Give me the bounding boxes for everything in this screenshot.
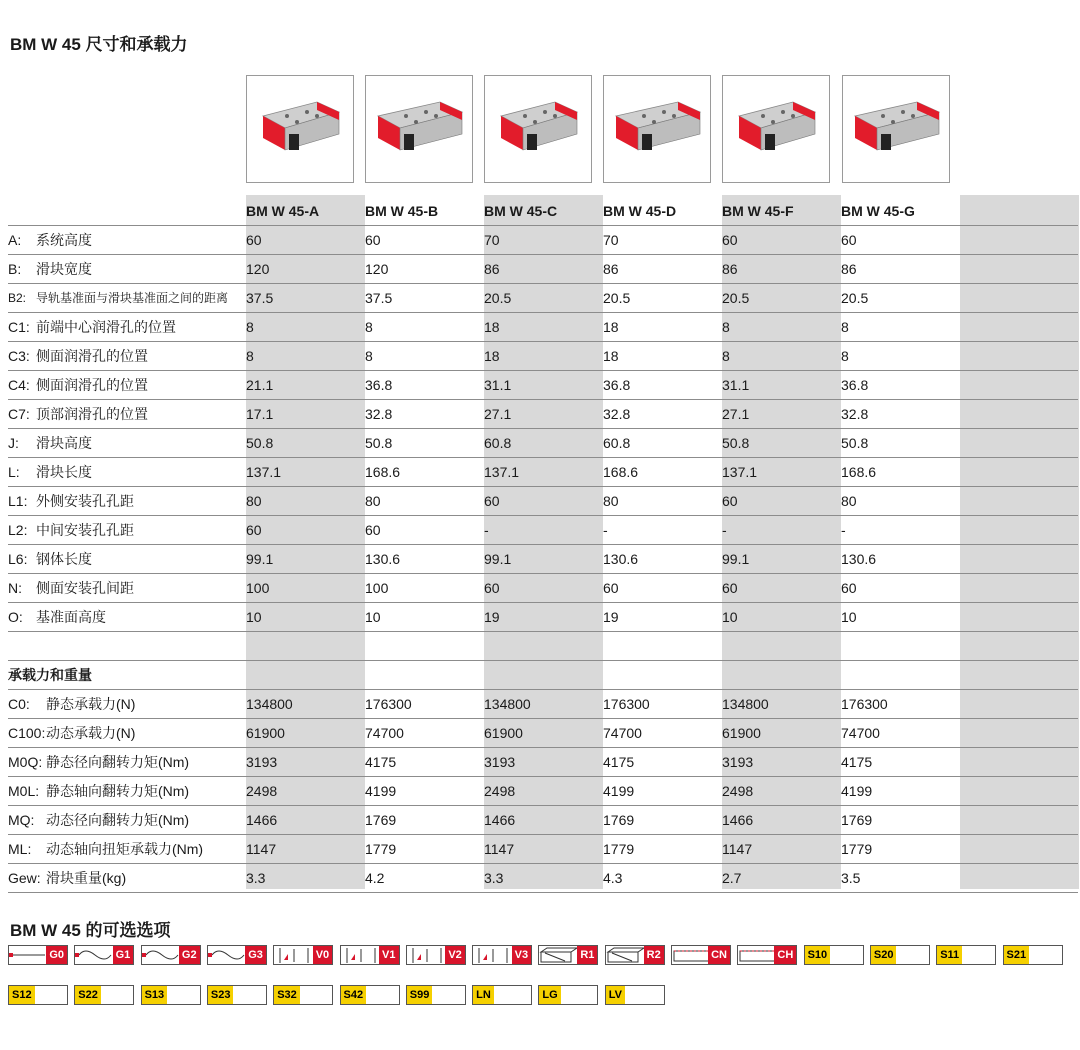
table-cell: 74700 [603, 725, 642, 741]
table-row [8, 835, 1078, 864]
table-cell: - [484, 522, 489, 538]
model-header: BM W 45-F [722, 203, 794, 219]
row-code: M0Q: [8, 754, 43, 770]
row-label-text: 钢体长度 [36, 551, 92, 567]
table-cell: 21.1 [246, 377, 274, 393]
table-cell: 60.8 [484, 435, 512, 451]
table-row [8, 284, 1078, 313]
option-code: S20 [871, 946, 897, 964]
row-label-text: 导轨基准面与滑块基准面之间的距离 [36, 291, 229, 305]
table-cell: 1466 [246, 812, 278, 828]
option-badge-g1 [74, 945, 134, 965]
option-code: S23 [208, 986, 234, 1004]
option-code: S22 [75, 986, 101, 1004]
table-cell: 99.1 [722, 551, 750, 567]
table-cell: 1779 [365, 841, 397, 857]
row-label-text: 动态轴向扭矩承载力(Nm) [46, 841, 204, 857]
table-cell: 8 [722, 348, 730, 364]
table-cell: 3193 [246, 754, 278, 770]
option-badge-s12 [8, 985, 68, 1005]
table-row [8, 748, 1078, 777]
table-cell: 137.1 [484, 464, 520, 480]
table-cell: 4.3 [603, 870, 623, 886]
table-header-row [8, 197, 1078, 226]
table-cell: 10 [365, 609, 381, 625]
option-code: S99 [407, 986, 433, 1004]
table-cell: 3193 [484, 754, 516, 770]
row-code: N: [8, 580, 22, 596]
table-row [8, 806, 1078, 835]
option-code: V0 [313, 946, 332, 964]
option-code: S11 [937, 946, 962, 964]
option-code: S21 [1004, 946, 1030, 964]
table-cell: 168.6 [841, 464, 877, 480]
row-label [8, 516, 134, 544]
model-header: BM W 45-D [603, 203, 677, 219]
row-label-text: 侧面润滑孔的位置 [36, 348, 148, 364]
table-cell: 130.6 [365, 551, 401, 567]
table-row [8, 342, 1078, 371]
option-code: LV [606, 986, 625, 1004]
option-code: R1 [577, 946, 597, 964]
row-label-text: 静态承载力(N) [46, 696, 136, 712]
table-row [8, 226, 1078, 255]
table-cell: 74700 [365, 725, 404, 741]
table-cell: 50.8 [841, 435, 869, 451]
table-cell: 20.5 [484, 290, 512, 306]
row-label [8, 719, 135, 747]
option-code: G0 [46, 946, 67, 964]
option-badge-lv [605, 985, 665, 1005]
table-cell: 8 [246, 348, 254, 364]
table-row [8, 458, 1078, 487]
table-cell: 61900 [722, 725, 761, 741]
table-cell: 4199 [841, 783, 873, 799]
table-cell: 19 [484, 609, 500, 625]
option-badge-v2 [406, 945, 466, 965]
row-label-text: 滑块高度 [36, 435, 92, 451]
table-cell: 1147 [246, 841, 277, 857]
row-label [8, 748, 189, 776]
row-label-text: 静态径向翻转力矩(Nm) [46, 754, 190, 770]
row-label [8, 864, 126, 892]
page-title: BM W 45 尺寸和承载力 [10, 35, 188, 54]
row-label [8, 400, 148, 428]
row-label [8, 342, 148, 370]
row-label-text: 动态承载力(N) [46, 725, 136, 741]
table-cell: 176300 [365, 696, 412, 712]
table-cell: 1769 [841, 812, 873, 828]
option-code: LG [539, 986, 560, 1004]
option-badge-g3 [207, 945, 267, 965]
row-label-text: 系统高度 [36, 232, 92, 248]
option-code: V1 [379, 946, 398, 964]
table-cell: 80 [246, 493, 262, 509]
option-badge-s13 [141, 985, 201, 1005]
table-cell: 8 [365, 319, 373, 335]
option-code: S32 [274, 986, 300, 1004]
table-row [8, 516, 1078, 545]
row-label [8, 313, 176, 341]
table-row [8, 313, 1078, 342]
table-cell: 50.8 [365, 435, 393, 451]
row-code: C0: [8, 696, 30, 712]
row-code: B2: [8, 291, 27, 305]
load-section-row [8, 661, 1078, 690]
option-code: LN [473, 986, 494, 1004]
row-label [8, 255, 92, 283]
row-label-text: 侧面安装孔间距 [36, 580, 134, 596]
row-label [8, 835, 203, 863]
model-header: BM W 45-G [841, 203, 915, 219]
row-label [8, 777, 189, 805]
option-badge-s20 [870, 945, 930, 965]
table-cell: 134800 [484, 696, 531, 712]
model-header: BM W 45-B [365, 203, 439, 219]
table-row [8, 690, 1078, 719]
table-cell: 20.5 [603, 290, 631, 306]
table-cell: 134800 [246, 696, 293, 712]
table-cell: 31.1 [484, 377, 512, 393]
table-cell: 100 [246, 580, 270, 596]
table-cell: 60 [603, 580, 619, 596]
table-row [8, 400, 1078, 429]
option-badge-r1 [538, 945, 598, 965]
table-cell: 3.3 [246, 870, 266, 886]
table-row [8, 719, 1078, 748]
table-cell: 134800 [722, 696, 769, 712]
table-cell: 32.8 [603, 406, 631, 422]
row-code: L1: [8, 493, 28, 509]
table-cell: 37.5 [365, 290, 393, 306]
row-label-text: 滑块宽度 [36, 261, 92, 277]
option-code: R2 [644, 946, 664, 964]
table-spacer-row [8, 632, 1078, 661]
table-cell: 4199 [603, 783, 635, 799]
product-image [603, 75, 711, 183]
table-cell: 18 [484, 348, 500, 364]
row-code: C3: [8, 348, 30, 364]
option-badge-r2 [605, 945, 665, 965]
option-code: G3 [245, 946, 266, 964]
product-image [365, 75, 473, 183]
row-code: L2: [8, 522, 28, 538]
table-cell: 60 [365, 522, 381, 538]
table-cell: 8 [365, 348, 373, 364]
product-image [484, 75, 592, 183]
table-cell: 18 [484, 319, 500, 335]
option-code: V2 [445, 946, 464, 964]
table-cell: 60 [365, 232, 381, 248]
row-label-text: 静态轴向翻转力矩(Nm) [46, 783, 190, 799]
table-cell: 20.5 [841, 290, 869, 306]
option-code: S13 [142, 986, 168, 1004]
table-cell: 27.1 [484, 406, 512, 422]
option-badge-s23 [207, 985, 267, 1005]
table-cell: 2498 [246, 783, 278, 799]
table-row [8, 487, 1078, 516]
option-badge-cn [671, 945, 731, 965]
table-cell: 60 [722, 580, 738, 596]
row-code: A: [8, 232, 22, 248]
table-row [8, 864, 1078, 893]
option-badge-s32 [273, 985, 333, 1005]
table-row [8, 255, 1078, 284]
row-code: L6: [8, 551, 28, 567]
option-code: S42 [341, 986, 367, 1004]
row-label-text: 基准面高度 [36, 609, 106, 625]
table-cell: 176300 [603, 696, 650, 712]
row-label-text: 外侧安装孔孔距 [36, 493, 134, 509]
table-cell: 10 [722, 609, 738, 625]
table-cell: 1147 [722, 841, 753, 857]
table-row [8, 371, 1078, 400]
table-cell: 130.6 [841, 551, 877, 567]
table-cell: 60 [722, 493, 738, 509]
table-cell: 3.5 [841, 870, 861, 886]
row-label [8, 690, 135, 718]
option-badge-s10 [804, 945, 864, 965]
table-cell: 4175 [603, 754, 635, 770]
table-cell: 50.8 [246, 435, 274, 451]
table-cell: 27.1 [722, 406, 750, 422]
option-badge-s22 [74, 985, 134, 1005]
table-cell: 31.1 [722, 377, 750, 393]
row-label [8, 603, 106, 631]
row-code: J: [8, 435, 19, 451]
table-cell: 36.8 [365, 377, 393, 393]
table-cell: 86 [603, 261, 619, 277]
table-cell: 8 [246, 319, 254, 335]
row-code: B: [8, 261, 22, 277]
option-code: S12 [9, 986, 35, 1004]
row-label-text: 侧面润滑孔的位置 [36, 377, 148, 393]
table-row [8, 603, 1078, 632]
table-cell: - [603, 522, 608, 538]
table-cell: 4175 [365, 754, 397, 770]
table-cell: 1466 [484, 812, 516, 828]
table-cell: 3193 [722, 754, 754, 770]
table-cell: 1769 [603, 812, 635, 828]
table-cell: 1779 [841, 841, 873, 857]
option-badge-g2 [141, 945, 201, 965]
table-cell: 4.2 [365, 870, 385, 886]
table-cell: 60 [246, 232, 262, 248]
table-cell: 130.6 [603, 551, 639, 567]
table-cell: 4199 [365, 783, 397, 799]
product-image [246, 75, 354, 183]
table-cell: 80 [365, 493, 381, 509]
table-cell: 10 [841, 609, 857, 625]
row-code: C1: [8, 319, 30, 335]
row-label [8, 487, 134, 515]
table-cell: 8 [841, 348, 849, 364]
options-title: BM W 45 的可选选项 [10, 921, 171, 940]
row-code: C4: [8, 377, 30, 393]
table-cell: 70 [603, 232, 619, 248]
option-code: V3 [512, 946, 531, 964]
table-cell: 19 [603, 609, 619, 625]
option-code: CH [774, 946, 796, 964]
table-cell: 120 [365, 261, 389, 277]
table-cell: 120 [246, 261, 270, 277]
table-cell: 80 [603, 493, 619, 509]
row-code: L: [8, 464, 20, 480]
table-cell: 86 [484, 261, 500, 277]
product-image [722, 75, 830, 183]
row-label [8, 458, 92, 486]
option-badge-v3 [472, 945, 532, 965]
row-label [8, 371, 148, 399]
table-cell: 100 [365, 580, 389, 596]
table-cell: 60 [484, 493, 500, 509]
table-cell: 176300 [841, 696, 888, 712]
table-row [8, 574, 1078, 603]
table-cell: 1779 [603, 841, 635, 857]
option-badge-v1 [340, 945, 400, 965]
table-cell: 50.8 [722, 435, 750, 451]
option-badge-v0 [273, 945, 333, 965]
table-cell: 10 [246, 609, 262, 625]
table-cell: 60 [484, 580, 500, 596]
table-cell: 70 [484, 232, 500, 248]
option-badge-ch [737, 945, 797, 965]
table-cell: 2498 [722, 783, 754, 799]
row-code: C100: [8, 725, 46, 741]
table-cell: 36.8 [603, 377, 631, 393]
load-section-title: 承载力和重量 [8, 667, 92, 683]
table-cell: 80 [841, 493, 857, 509]
table-cell: 86 [722, 261, 738, 277]
table-cell: 137.1 [722, 464, 758, 480]
table-cell: 99.1 [246, 551, 274, 567]
table-cell: 99.1 [484, 551, 512, 567]
table-cell: 1466 [722, 812, 754, 828]
table-cell: 4175 [841, 754, 873, 770]
row-code: O: [8, 609, 23, 625]
row-label [8, 574, 134, 602]
row-code: C7: [8, 406, 30, 422]
table-cell: 37.5 [246, 290, 274, 306]
option-badge-ln [472, 985, 532, 1005]
row-label-text: 顶部润滑孔的位置 [36, 406, 148, 422]
table-cell: 60 [841, 580, 857, 596]
row-label [8, 545, 92, 573]
table-cell: 18 [603, 348, 619, 364]
option-badge-s11 [936, 945, 996, 965]
table-cell: 60 [722, 232, 738, 248]
table-cell: 18 [603, 319, 619, 335]
table-cell: 60 [246, 522, 262, 538]
table-cell: 8 [841, 319, 849, 335]
table-cell: 32.8 [365, 406, 393, 422]
table-cell: 168.6 [365, 464, 401, 480]
table-cell: 2498 [484, 783, 516, 799]
table-row [8, 777, 1078, 806]
model-header: BM W 45-A [246, 203, 320, 219]
model-header: BM W 45-C [484, 203, 558, 219]
row-label-text: 中间安装孔孔距 [36, 522, 134, 538]
table-cell: 1147 [484, 841, 515, 857]
table-row [8, 545, 1078, 574]
row-label [8, 226, 92, 254]
option-code: S10 [805, 946, 831, 964]
table-cell: 61900 [484, 725, 523, 741]
row-label-text: 滑块长度 [36, 464, 92, 480]
table-cell: - [841, 522, 846, 538]
row-label [8, 806, 189, 834]
row-label-text: 前端中心润滑孔的位置 [36, 319, 176, 335]
table-cell: - [722, 522, 727, 538]
table-cell: 137.1 [246, 464, 282, 480]
option-code: G2 [179, 946, 200, 964]
table-cell: 8 [722, 319, 730, 335]
table-cell: 17.1 [246, 406, 274, 422]
product-image [842, 75, 950, 183]
table-cell: 1769 [365, 812, 397, 828]
row-label [8, 284, 228, 312]
table-cell: 3.3 [484, 870, 504, 886]
row-label-text: 动态径向翻转力矩(Nm) [46, 812, 190, 828]
table-cell: 60 [841, 232, 857, 248]
row-code: Gew: [8, 870, 41, 886]
table-cell: 2.7 [722, 870, 742, 886]
option-badge-s42 [340, 985, 400, 1005]
option-code: G1 [113, 946, 134, 964]
option-badge-s21 [1003, 945, 1063, 965]
row-code: M0L: [8, 783, 40, 799]
table-cell: 61900 [246, 725, 285, 741]
table-cell: 86 [841, 261, 857, 277]
table-cell: 168.6 [603, 464, 639, 480]
option-badge-s99 [406, 985, 466, 1005]
option-code: CN [708, 946, 730, 964]
table-row [8, 429, 1078, 458]
table-cell: 20.5 [722, 290, 750, 306]
option-badge-lg [538, 985, 598, 1005]
table-cell: 32.8 [841, 406, 869, 422]
table-cell: 36.8 [841, 377, 869, 393]
row-label-text: 滑块重量(kg) [46, 870, 127, 886]
row-code: MQ: [8, 812, 35, 828]
row-code: ML: [8, 841, 32, 857]
table-cell: 74700 [841, 725, 880, 741]
table-cell: 60.8 [603, 435, 631, 451]
option-badge-g0 [8, 945, 68, 965]
row-label [8, 429, 92, 457]
